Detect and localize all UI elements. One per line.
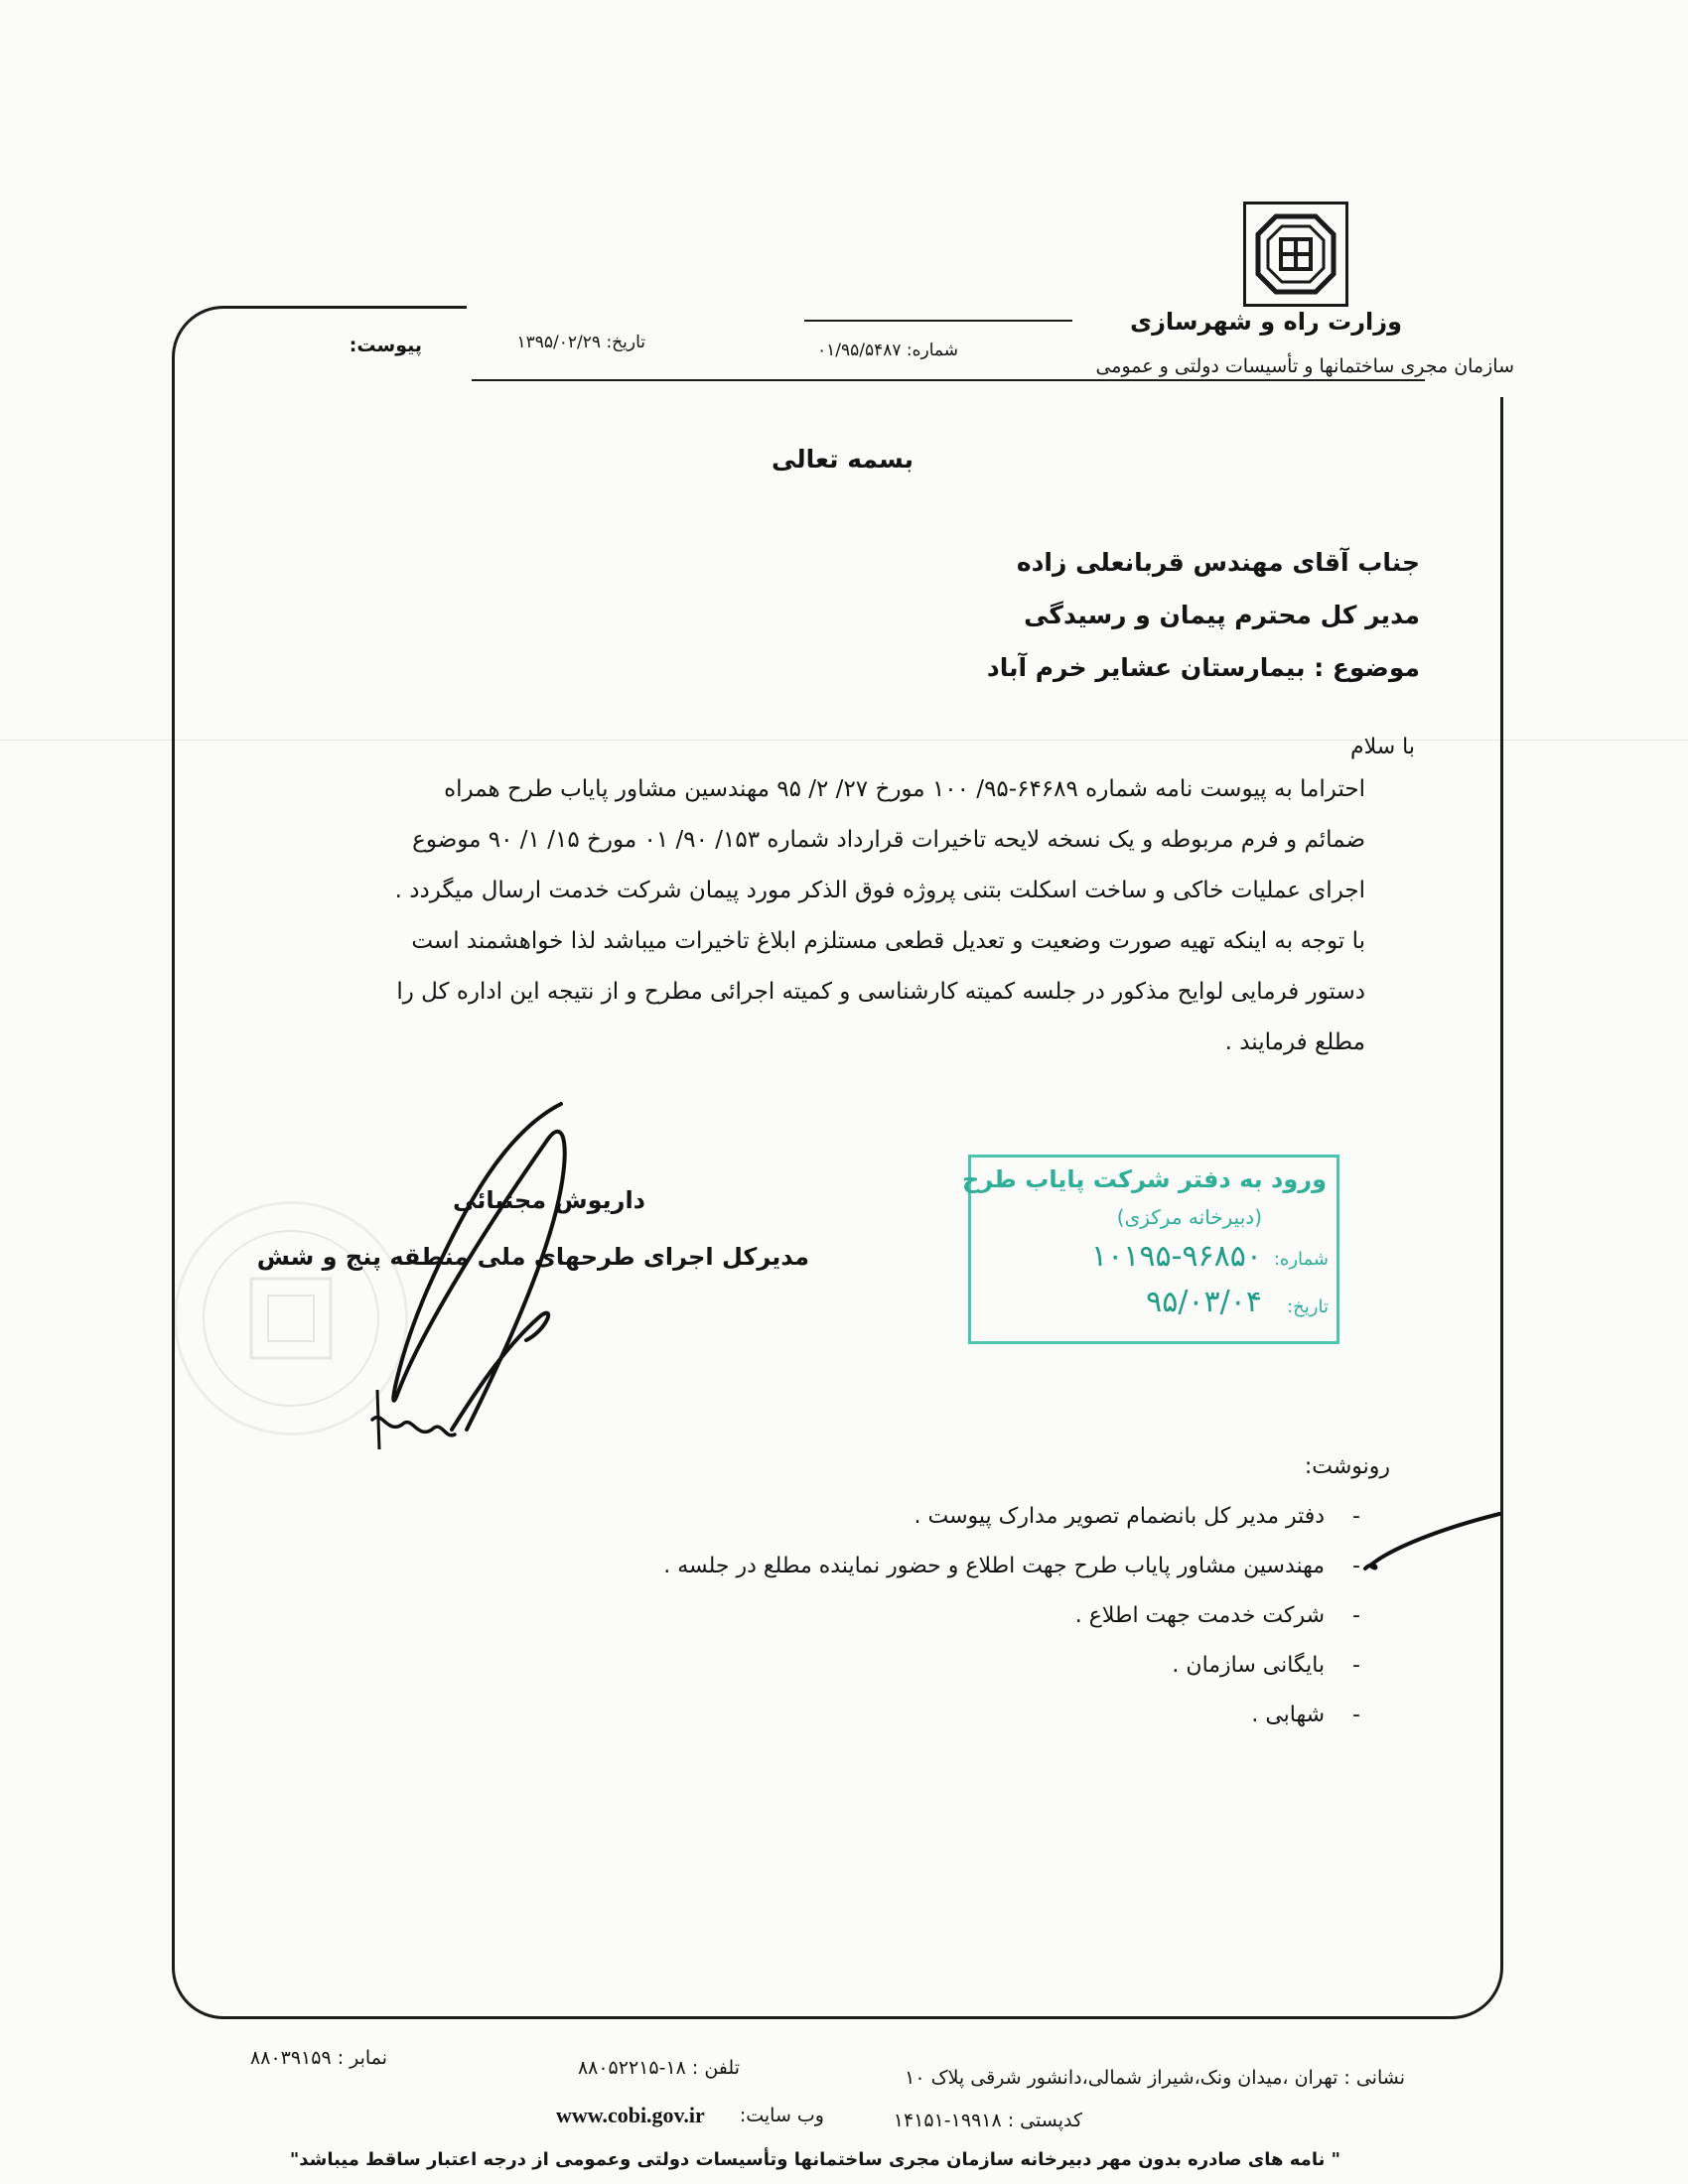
checkmark-icon — [1360, 1504, 1509, 1583]
cc-item-text: بایگانی سازمان . — [1172, 1653, 1326, 1678]
cc-item — [1251, 1703, 1360, 1727]
stamp-title: ورود به دفتر شرکت پایاب طرح — [962, 1165, 1327, 1193]
letter-number-value: ۰۱/۹۵/۵۴۸۷ — [816, 341, 902, 360]
cc-item — [914, 1504, 1360, 1529]
cc-item — [1172, 1653, 1360, 1678]
cc-item — [663, 1554, 1360, 1578]
cc-dash: - — [1325, 1603, 1360, 1628]
letter-date — [517, 333, 645, 352]
cc-item-text: شهابی . — [1251, 1703, 1326, 1727]
footer-address: نشانی : تهران ،میدان ونک،شیراز شمالی،دانشور شرقی پلاک ۱۰ — [905, 2067, 1405, 2089]
body-line: ضمائم و فرم مربوطه و یک نسخه لایحه تاخیرات قرارداد شماره ۱۵۳/ ۹۰/ ۰۱ مورخ ۱۵/ ۱/ ۹۰ موضوع — [412, 827, 1365, 853]
footer-validity-notice: " نامه های صادره بدون مهر دبیرخانه سازمان مجری ساختمانها وتأسیسات دولتی وعمومی از درجه اعتبار ساقط میباشد" — [289, 2149, 1340, 2170]
organization-name: سازمان مجری ساختمانها و تأسیسات دولتی و عمومی — [1095, 355, 1514, 377]
footer-fax: نمابر : ۸۸۰۳۹۱۵۹ — [250, 2047, 387, 2069]
body-line: دستور فرمایی لوایح مذکور در جلسه کمیته کارشناسی و کمیته اجرائی مطرح و از نتیجه این اداره کل را — [396, 979, 1365, 1005]
cc-item — [1075, 1603, 1360, 1628]
body-line: مطلع فرمایند . — [1224, 1029, 1365, 1055]
ministry-emblem-icon — [1246, 205, 1345, 304]
cc-item-text: مهندسین مشاور پایاب طرح جهت اطلاع و حضور نماینده مطلع در جلسه . — [663, 1554, 1326, 1578]
stamp-number-value: ۱۰۱۹۵-۹۶۸۵۰ — [1091, 1239, 1262, 1274]
attachment-label: پیوست: — [349, 335, 422, 356]
footer-postal-code: کدپستی : ۱۹۹۱۸-۱۴۱۵۱ — [893, 2110, 1082, 2131]
stamp-subtitle: (دبیرخانه مرکزی) — [1116, 1205, 1262, 1229]
stamp-date-value: ۹۵/۰۳/۰۴ — [1146, 1285, 1262, 1319]
footer-website-link[interactable]: www.cobi.gov.ir — [556, 2103, 705, 2127]
header-bottom-rule — [472, 379, 1425, 381]
letter-date-label: تاریخ: — [606, 333, 645, 352]
signatory-name: داریوش مجتبائی — [453, 1186, 645, 1214]
invocation: بسمه تعالی — [771, 445, 914, 474]
ministry-name: وزارت راه و شهرسازی — [1130, 308, 1402, 336]
body-line: با توجه به اینکه تهیه صورت وضعیت و تعدیل قطعی مستلزم ابلاغ تاخیرات میباشد لذا خواهشمند است — [411, 928, 1365, 954]
letter-number-label: شماره: — [906, 341, 958, 360]
body-line: اجرای عملیات خاکی و ساخت اسکلت بتنی پروژه فوق الذکر مورد پیمان شرکت خدمت ارسال میگردد . — [394, 878, 1365, 903]
cc-dash: - — [1325, 1653, 1360, 1678]
addressee-title: مدیر کل محترم پیمان و رسیدگی — [1024, 601, 1420, 629]
body-line: احتراما به پیوست نامه شماره ۶۴۶۸۹-۹۵/ ۱۰۰ مورخ ۲۷/ ۲/ ۹۵ مهندسین مشاور پایاب طرح همراه — [444, 776, 1365, 802]
cc-dash: - — [1325, 1504, 1360, 1529]
ministry-logo — [1243, 202, 1348, 307]
greeting: با سلام — [1349, 735, 1415, 759]
receipt-stamp — [962, 1155, 1339, 1344]
addressee: جناب آقای مهندس قربانعلی زاده — [1016, 548, 1420, 577]
letter-number — [817, 341, 958, 360]
stamp-date-label: تاریخ: — [1287, 1297, 1329, 1317]
cc-title: رونوشت: — [1304, 1454, 1390, 1479]
footer-website-label: وب سایت: — [739, 2105, 824, 2126]
cc-item-text: دفتر مدیر کل بانضمام تصویر مدارک پیوست . — [914, 1504, 1326, 1529]
handwritten-signature-icon — [357, 1092, 616, 1469]
stamp-number-label: شماره: — [1273, 1249, 1329, 1270]
cc-item-text: شرکت خدمت جهت اطلاع . — [1074, 1603, 1326, 1628]
footer-phone: تلفن : ۱۸-۸۸۰۵۲۲۱۵ — [577, 2057, 740, 2079]
letter-date-value: ۱۳۹۵/۰۲/۲۹ — [516, 333, 602, 352]
cc-dash: - — [1325, 1554, 1360, 1578]
cc-dash: - — [1325, 1703, 1360, 1727]
signatory-title: مدیرکل اجرای طرحهای ملی منطقه پنج و شش — [256, 1243, 809, 1271]
letter-subject: موضوع : بیمارستان عشایر خرم آباد — [986, 653, 1420, 682]
header-top-rule — [804, 320, 1072, 322]
